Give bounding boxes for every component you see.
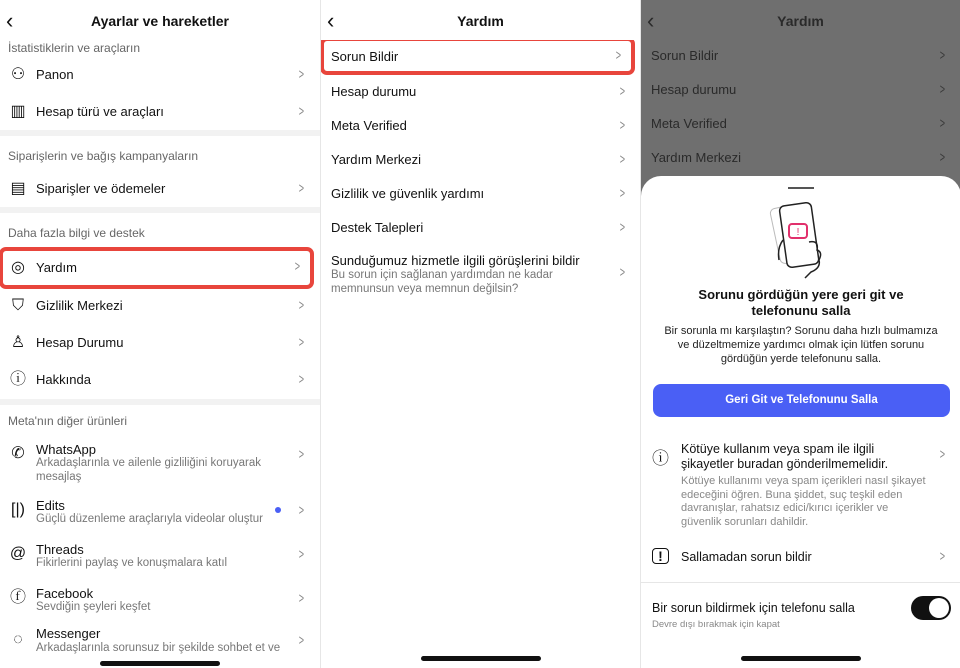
edits-icon: [|) xyxy=(11,501,25,518)
item-account-status xyxy=(641,72,960,106)
bottom-sheet xyxy=(641,176,960,668)
facebook-icon: ⓕ xyxy=(9,589,26,606)
row-help[interactable] xyxy=(3,251,310,285)
info-icon: ⓘ xyxy=(9,371,26,388)
sheet-body: Bir sorunla mı karşılaştın? Sorunu daha hızlı bulmamıza ve düzeltmemize yardımcı olmak için lütfen sorunu gördüğün yerde telefonunu salla. xyxy=(664,325,938,365)
chevron-right-icon: > xyxy=(294,258,301,275)
chevron-right-icon: > xyxy=(298,546,305,563)
item-feedback[interactable] xyxy=(321,244,640,300)
sheet-handle[interactable] xyxy=(788,187,814,189)
product-name: Facebook xyxy=(36,586,94,601)
product-desc: Fikirlerini paylaş ve konuşmalara katıl xyxy=(36,557,228,569)
chevron-right-icon: > xyxy=(939,115,946,132)
item-label: Sorun Bildir xyxy=(651,48,719,63)
item-label: Hesap durumu xyxy=(651,82,737,97)
shake-toggle-label: Bir sorun bildirmek için telefonu salla xyxy=(652,601,855,615)
chevron-right-icon: > xyxy=(298,180,305,197)
product-whatsapp[interactable] xyxy=(0,432,320,482)
product-name: Messenger xyxy=(36,626,101,641)
product-threads[interactable] xyxy=(0,532,320,574)
row-account-type[interactable] xyxy=(0,94,320,130)
home-indicator xyxy=(741,656,861,661)
item-label: Yardım Merkezi xyxy=(331,152,422,167)
item-label: Meta Verified xyxy=(331,118,407,133)
lifebuoy-icon: ◎ xyxy=(11,259,25,276)
divider xyxy=(0,207,320,213)
product-messenger[interactable] xyxy=(0,618,320,660)
item-label: Gizlilik ve güvenlik yardımı xyxy=(331,186,485,201)
shield-star-icon: ⛉ xyxy=(11,297,24,314)
go-back-and-shake-button[interactable]: Geri Git ve Telefonunu Salla xyxy=(653,384,950,417)
row-label: Hesap Durumu xyxy=(36,335,124,350)
chevron-right-icon: > xyxy=(615,47,622,64)
chevron-right-icon: > xyxy=(619,151,626,168)
row-panon[interactable] xyxy=(0,57,320,93)
whatsapp-icon: ✆ xyxy=(11,445,25,462)
row-orders[interactable] xyxy=(0,171,320,207)
svg-text:!: ! xyxy=(796,227,800,238)
chevron-right-icon: > xyxy=(939,47,946,64)
item-help-center[interactable] xyxy=(321,142,640,176)
item-label: Yardım Merkezi xyxy=(651,150,742,165)
info-desc: Kötüye kullanımı veya spam içerikleri nasıl şikayet edeceğini öğren. Buna şiddet, suç teşkil eden davranışlar, rahatsız edici/kırıcı içerikler ve güvenlik sorunları dahildir. xyxy=(681,475,926,528)
row-label: Gizlilik Merkezi xyxy=(36,298,123,313)
chevron-right-icon: > xyxy=(298,502,305,519)
item-desc: Bu sorun için sağlanan yardımdan ne kadar memnunsun veya memnun değilsin? xyxy=(331,269,553,295)
chevron-right-icon: > xyxy=(619,185,626,202)
item-label: Destek Talepleri xyxy=(331,220,424,235)
info-icon: ⓘ xyxy=(652,449,669,468)
row-account-status[interactable] xyxy=(0,325,320,361)
header xyxy=(321,0,640,40)
item-label: Hesap durumu xyxy=(331,84,417,99)
product-name: WhatsApp xyxy=(36,442,96,457)
chevron-right-icon: > xyxy=(939,446,946,463)
chart-icon: ▥ xyxy=(10,103,26,120)
item-report-problem xyxy=(641,38,960,72)
report-without-shaking-row[interactable] xyxy=(641,546,960,576)
item-help-center xyxy=(641,140,960,174)
page-title: Ayarlar ve hareketler xyxy=(90,13,230,29)
shake-toggle[interactable] xyxy=(911,596,951,620)
chevron-right-icon: > xyxy=(298,334,305,351)
section-header: İstatistiklerin ve araçların xyxy=(8,41,141,55)
row-label: Hakkında xyxy=(36,372,91,387)
item-report-problem[interactable] xyxy=(324,41,631,71)
chevron-right-icon: > xyxy=(298,297,305,314)
item-label: Sorun Bildir xyxy=(331,49,399,64)
item-privacy-help[interactable] xyxy=(321,176,640,210)
item-meta-verified xyxy=(641,106,960,140)
header xyxy=(0,0,320,40)
chevron-right-icon: > xyxy=(298,632,305,649)
product-name: Edits xyxy=(36,498,65,513)
product-name: Threads xyxy=(36,542,84,557)
item-meta-verified[interactable] xyxy=(321,108,640,142)
product-desc: Sevdiğin şeyleri keşfet xyxy=(36,601,151,613)
sheet-heading: Sorunu gördüğün yere geri git ve telefonunu salla xyxy=(698,287,904,318)
back-button[interactable]: ‹ xyxy=(327,8,335,33)
chevron-right-icon: > xyxy=(619,264,626,281)
info-title: Kötüye kullanım veya spam ile ilgili şikayetler buradan gönderilmemelidir. xyxy=(681,442,889,471)
back-button[interactable]: ‹ xyxy=(6,8,14,33)
item-account-status[interactable] xyxy=(321,74,640,108)
shake-toggle-hint: Devre dışı bırakmak için kapat xyxy=(652,619,780,630)
back-button[interactable]: ‹ xyxy=(647,8,655,33)
chevron-right-icon: > xyxy=(298,590,305,607)
row-about[interactable] xyxy=(0,362,320,398)
item-support-requests[interactable] xyxy=(321,210,640,244)
item-label: Sunduğumuz hizmetle ilgili görüşlerini bildir xyxy=(331,253,580,268)
help-panel xyxy=(320,0,640,668)
row-label: Siparişler ve ödemeler xyxy=(36,181,166,196)
header xyxy=(641,0,960,40)
row-label: Sallamadan sorun bildir xyxy=(681,550,812,564)
alert-bubble-icon: ! xyxy=(652,548,669,564)
receipt-icon: ▤ xyxy=(10,180,26,197)
product-edits[interactable] xyxy=(0,488,320,530)
report-sheet-panel xyxy=(640,0,960,668)
threads-icon: @ xyxy=(9,545,27,562)
chevron-right-icon: > xyxy=(298,371,305,388)
chevron-right-icon: > xyxy=(298,103,305,120)
divider xyxy=(641,582,960,583)
toggle-knob xyxy=(929,598,949,618)
chevron-right-icon: > xyxy=(939,548,946,565)
person-icon: ♙ xyxy=(10,334,26,351)
chevron-right-icon: > xyxy=(619,117,626,134)
new-badge-dot xyxy=(275,507,281,513)
chevron-right-icon: > xyxy=(619,83,626,100)
home-indicator xyxy=(421,656,541,661)
messenger-icon: ◌ xyxy=(13,631,23,648)
section-header: Meta'nın diğer ürünleri xyxy=(8,414,128,428)
row-label: Hesap türü ve araçları xyxy=(36,104,164,119)
row-label: Panon xyxy=(36,67,74,82)
page-title: Yardım xyxy=(457,13,504,29)
page-title: Yardım xyxy=(777,13,824,29)
divider xyxy=(0,130,320,136)
product-facebook[interactable] xyxy=(0,576,320,618)
shake-phone-illustration xyxy=(769,200,833,280)
product-desc: Arkadaşlarınla sorunsuz bir şekilde sohbet et ve xyxy=(36,642,281,654)
chevron-right-icon: > xyxy=(939,81,946,98)
chevron-right-icon: > xyxy=(939,149,946,166)
person-star-icon: ⚇ xyxy=(10,66,26,83)
section-header: Siparişlerin ve bağış kampanyaların xyxy=(8,149,199,163)
chevron-right-icon: > xyxy=(619,219,626,236)
product-desc: Güçlü düzenleme araçlarıyla videolar oluştur xyxy=(36,513,263,525)
product-desc: Arkadaşlarınla ve ailenle gizliliğini koruyarak mesajlaş xyxy=(36,457,261,483)
section-header: Daha fazla bilgi ve destek xyxy=(8,226,145,240)
settings-panel xyxy=(0,0,320,668)
divider xyxy=(0,399,320,405)
chevron-right-icon: > xyxy=(298,66,305,83)
row-label: Yardım xyxy=(36,260,77,275)
item-label: Meta Verified xyxy=(651,116,727,131)
abuse-info-row[interactable] xyxy=(641,438,960,532)
home-indicator xyxy=(100,661,220,666)
chevron-right-icon: > xyxy=(298,446,305,463)
row-privacy-center[interactable] xyxy=(0,288,320,324)
